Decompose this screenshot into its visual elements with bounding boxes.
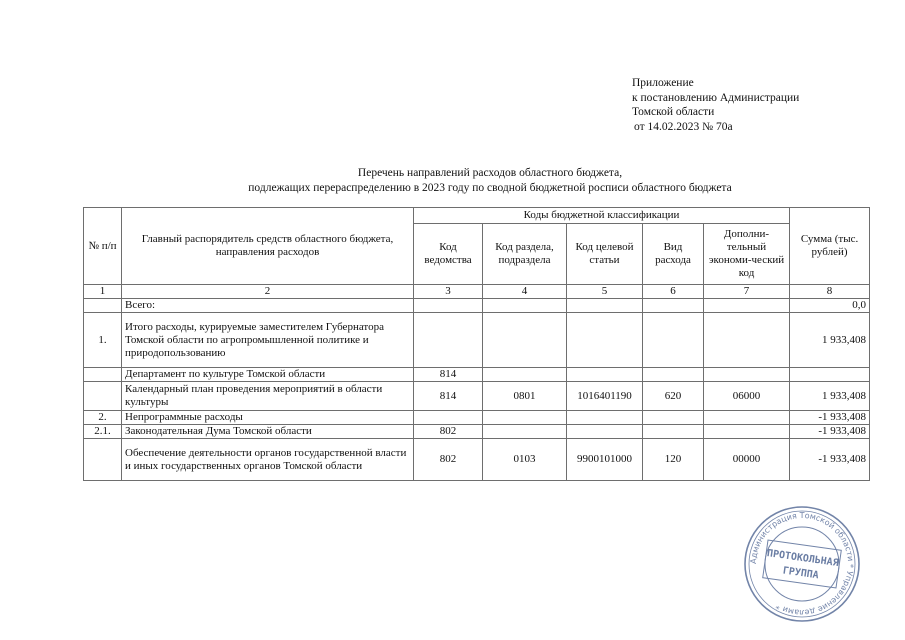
cell-sum: 0,0: [790, 299, 870, 313]
cell-target: 9900101000: [567, 439, 643, 481]
cell-dept: [414, 313, 483, 368]
cell-exp-type: [643, 368, 704, 382]
header-num: № п/п: [84, 208, 122, 285]
cell-num: [84, 368, 122, 382]
cell-econ: [704, 425, 790, 439]
cell-sum: -1 933,408: [790, 439, 870, 481]
cell-exp-type: [643, 411, 704, 425]
table-row-total: [84, 299, 870, 313]
cell-target: [567, 299, 643, 313]
cell-num: [84, 439, 122, 481]
svg-text:ПРОТОКОЛЬНАЯ: ПРОТОКОЛЬНАЯ: [766, 548, 840, 570]
column-number: 6: [643, 285, 704, 299]
appendix-line: Томской области: [632, 106, 715, 118]
document-title: [110, 166, 870, 195]
budget-table: [83, 207, 870, 481]
cell-econ: [704, 411, 790, 425]
table-row: [84, 411, 870, 425]
cell-sum: -1 933,408: [790, 411, 870, 425]
stamp-seal-icon: [743, 505, 861, 623]
table-row: [84, 439, 870, 481]
cell-dept: 802: [414, 425, 483, 439]
cell-name: Всего:: [122, 299, 414, 313]
cell-name: Департамент по культуре Томской области: [122, 368, 414, 382]
title-line: подлежащих перераспределению в 2023 году по сводной бюджетной росписи областного бюджета: [248, 181, 732, 194]
cell-sum: -1 933,408: [790, 425, 870, 439]
header-econ: Дополни-тельный экономи-ческий код: [704, 224, 790, 285]
cell-target: [567, 313, 643, 368]
cell-name: Непрограммные расходы: [122, 411, 414, 425]
cell-dept: [414, 299, 483, 313]
cell-section: [483, 368, 567, 382]
cell-section: 0801: [483, 382, 567, 411]
cell-name: Законодательная Дума Томской области: [122, 425, 414, 439]
column-number: 5: [567, 285, 643, 299]
cell-dept: [414, 411, 483, 425]
column-number: 7: [704, 285, 790, 299]
cell-section: [483, 313, 567, 368]
cell-dept: 802: [414, 439, 483, 481]
cell-num: [84, 382, 122, 411]
cell-section: 0103: [483, 439, 567, 481]
column-number: 8: [790, 285, 870, 299]
column-numbers-row: [84, 285, 870, 299]
header-exp-type: Вид расхода: [643, 224, 704, 285]
cell-name: Обеспечение деятельности органов государственной власти и иных государственных органов Томской области: [122, 439, 414, 481]
appendix-block: [632, 76, 799, 134]
cell-name: Календарный план проведения мероприятий в области культуры: [122, 382, 414, 411]
appendix-line: к постановлению Администрации: [632, 91, 800, 104]
cell-section: [483, 299, 567, 313]
svg-text:Администрация Томской области: Администрация Томской области * Управление делами *: [748, 510, 856, 618]
header-sum: Сумма (тыс. рублей): [790, 208, 870, 285]
cell-num: 2.1.: [84, 425, 122, 439]
cell-section: [483, 425, 567, 439]
cell-sum: 1 933,408: [790, 382, 870, 411]
cell-section: [483, 411, 567, 425]
cell-target: [567, 425, 643, 439]
cell-econ: 06000: [704, 382, 790, 411]
header-target: Код целевой статьи: [567, 224, 643, 285]
cell-target: [567, 368, 643, 382]
cell-num: 2.: [84, 411, 122, 425]
svg-text:ГРУППА: ГРУППА: [782, 565, 820, 582]
table-row: [84, 368, 870, 382]
cell-econ: [704, 299, 790, 313]
cell-sum: 1 933,408: [790, 313, 870, 368]
header-codes-group: Коды бюджетной классификации: [414, 208, 790, 224]
header-section: Код раздела, подраздела: [483, 224, 567, 285]
cell-econ: [704, 368, 790, 382]
cell-dept: 814: [414, 382, 483, 411]
cell-name: Итого расходы, курируемые заместителем Губернатора Томской области по агропромышленной политике и природопользованию: [122, 313, 414, 368]
column-number: 3: [414, 285, 483, 299]
cell-exp-type: [643, 299, 704, 313]
cell-sum: [790, 368, 870, 382]
column-number: 4: [483, 285, 567, 299]
cell-target: 1016401190: [567, 382, 643, 411]
cell-econ: 00000: [704, 439, 790, 481]
header-name: Главный распорядитель средств областного бюджета, направления расходов: [122, 208, 414, 285]
cell-num: [84, 299, 122, 313]
title-line: Перечень направлений расходов областного бюджета,: [357, 167, 623, 179]
cell-target: [567, 411, 643, 425]
column-number: 1: [84, 285, 122, 299]
official-stamp: [743, 505, 861, 623]
table-row: [84, 382, 870, 411]
appendix-line: Приложение: [632, 77, 694, 89]
cell-exp-type: 620: [643, 382, 704, 411]
cell-exp-type: [643, 313, 704, 368]
header-dept: Код ведомства: [414, 224, 483, 285]
cell-exp-type: [643, 425, 704, 439]
cell-num: 1.: [84, 313, 122, 368]
table-row: [84, 425, 870, 439]
cell-exp-type: 120: [643, 439, 704, 481]
cell-dept: 814: [414, 368, 483, 382]
cell-econ: [704, 313, 790, 368]
appendix-date: от 14.02.2023 № 70а: [634, 120, 733, 133]
column-number: 2: [122, 285, 414, 299]
table-row: [84, 313, 870, 368]
